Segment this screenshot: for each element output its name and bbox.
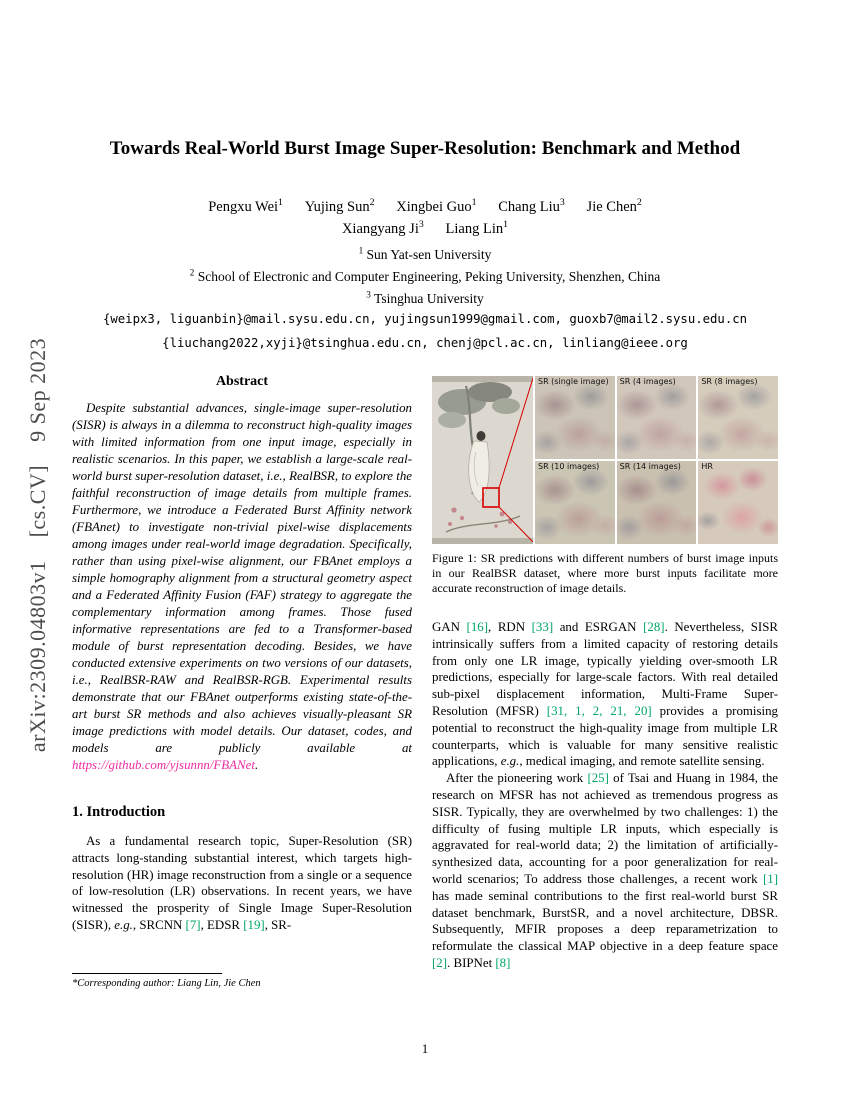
- figure-crop-cell: [535, 461, 615, 544]
- crop-image: [617, 376, 697, 459]
- text-segment: , EDSR: [200, 917, 244, 932]
- text-segment: of Tsai and Huang in 1984, the research on MFSR has not achieved as tremendous progress as SISR. Typically, they are overwhelmed by two challenges: 1) the difficulty of fusing multiple LR inputs, which especially is aggravated for real-world data; 2) the limitation of artificially-synthesized data, accounting for a poor generalization for real-world scenarios; To address those challenges, a recent work: [432, 771, 778, 886]
- email-line-1: {weipx3, liguanbin}@mail.sysu.edu.cn, yujingsun1999@gmail.com, guoxb7@mail2.sysu.edu.cn: [102, 312, 748, 326]
- citation-link[interactable]: [2]: [432, 955, 448, 970]
- abstract-heading: Abstract: [215, 374, 269, 389]
- text-segment: e.g.: [500, 754, 520, 769]
- text-segment: Sun Yat-sen University: [363, 247, 492, 262]
- email-line-2: {liuchang2022,xyji}@tsinghua.edu.cn, chenj@pcl.ac.cn, linliang@ieee.org: [162, 336, 688, 350]
- body-paragraph-b: [432, 770, 778, 972]
- figure-crop-cell: [698, 461, 778, 544]
- intro-paragraph: [72, 833, 412, 934]
- figure-painting: [432, 376, 533, 544]
- arxiv-stamp: arXiv:2309.04803v1 [cs.CV] 9 Sep 2023: [25, 337, 50, 753]
- author-line-1: [85, 196, 765, 218]
- crop-label: SR (14 images): [619, 462, 681, 471]
- figure-1: [432, 376, 778, 544]
- text-segment: Yujing Sun: [304, 199, 370, 215]
- crop-image: [698, 461, 778, 544]
- citation-link[interactable]: [25]: [587, 771, 609, 786]
- affiliation-1: [85, 244, 765, 266]
- crop-image: [617, 461, 697, 544]
- author-block: [85, 196, 765, 240]
- text-segment: has made seminal contributions to the first real-world burst SR dataset benchmark, BurstSR, and a novel architecture, DBSR. Subsequently, MFIR proposes a deep reparametrization to reformulate the classical MAP objective in a deep feature space: [432, 888, 778, 954]
- footnote-block: [72, 973, 412, 989]
- citation-link[interactable]: [19]: [243, 917, 265, 932]
- affiliation-2: [85, 266, 765, 288]
- abstract-body: [72, 400, 412, 774]
- crop-label: SR (single image): [538, 377, 609, 386]
- right-column: [432, 376, 778, 972]
- text-segment: 1: [471, 197, 477, 209]
- affiliation-block: [85, 244, 765, 310]
- crop-image: [535, 461, 615, 544]
- text-segment: 2: [369, 197, 375, 209]
- text-segment: Despite substantial advances, single-image super-resolution (SISR) is always in a dilemma to reconstruct high-quality images with limited information from one input image, especially in realistic scenarios. In this paper, we establish a large-scale real-world burst super-resolution dataset, i.e., RealBSR, to explore the faithful reconstruction of image details from multiple frames. Furthermore, we introduce a Federated Burst Affinity network (FBAnet) to investigate non-trivial pixel-wise displacements among images under real-world image degradation. Specifically, rather than using pixel-wise alignment, our FBAnet employs a simple homography alignment from a structural geometry aspect and a Federated Affinity Fusion (FAF) strategy to aggregate the complementary information among frames. Those fused informative representations are fed to a Transformer-based module of burst representation decoding. Besides, we have conducted extensive experiments on two versions of our datasets, i.e., RealBSR-RAW and RealBSR-RGB. Experimental results demonstrate that our FBAnet outperforms existing state-of-the-art burst SR methods and also achieves visually-pleasant SR image predictions with model details. Our dataset, codes, and models are publicly available at: [72, 401, 412, 755]
- crop-label: SR (10 images): [538, 462, 600, 471]
- text-segment: [283, 199, 305, 215]
- text-segment: .: [254, 758, 259, 772]
- citation-link[interactable]: [28]: [643, 620, 665, 634]
- figure-crop-cell: [617, 376, 697, 459]
- text-segment: provides a promising potential to reconstruct the high-quality image from multiple LR counterparts, which is valuable for many sensitive realistic applications,: [432, 703, 778, 769]
- citation-link[interactable]: [7]: [185, 917, 201, 932]
- painting-illustration: [432, 376, 533, 544]
- text-segment: 3: [366, 289, 371, 300]
- text-segment: Pengxu Wei: [208, 199, 279, 215]
- text-segment: 1: [358, 245, 364, 256]
- external-link[interactable]: https://github.com/yjsunnn/FBANet: [72, 758, 255, 772]
- figure-crop-cell: [698, 376, 778, 459]
- text-segment: Chang Liu: [498, 199, 560, 215]
- crop-image: [698, 376, 778, 459]
- text-segment: and ESRGAN: [553, 620, 644, 634]
- text-segment: As a fundamental research topic, Super-Resolution (SR) attracts long-standing substantial interest, which targets high-resolution (HR) image reconstruction from a single or a sequence of low-resolution (LR) observations. In recent years, we have witnessed the prosperity of Single Image Super-Resolution (SISR),: [72, 834, 412, 932]
- text-segment: School of Electronic and Computer Engineering, Peking University, Shenzhen, China: [194, 269, 661, 284]
- text-segment: [424, 221, 446, 237]
- text-segment: Xingbei Guo: [396, 199, 472, 215]
- left-column: [72, 374, 412, 934]
- figure-crop-cell: [535, 376, 615, 459]
- text-segment: . BIPNet: [447, 955, 496, 970]
- text-segment: [565, 199, 587, 215]
- text-segment: Jie Chen: [586, 199, 637, 215]
- text-segment: 1: [503, 219, 509, 231]
- text-segment: [477, 199, 499, 215]
- text-segment: 2: [636, 197, 642, 209]
- figure-crop-cell: [617, 461, 697, 544]
- section-heading-introduction: 1. Introduction: [72, 804, 166, 820]
- text-segment: Tsinghua University: [370, 291, 484, 306]
- text-segment: . Nevertheless, SISR intrinsically suffers from a limited capacity of restoring details from only one LR image, typically yielding over-smooth LR predictions, especially for large-scale factors. With real detailed sub-pixel displacement information, Multi-Frame Super-Resolution (MFSR): [432, 620, 778, 718]
- text-segment: GAN: [432, 620, 467, 634]
- crop-image: [535, 376, 615, 459]
- text-segment: e.g.: [114, 917, 133, 932]
- text-segment: 3: [559, 197, 565, 209]
- text-segment: , medical imaging, and remote satellite sensing.: [519, 754, 765, 769]
- figure-canvas: [432, 376, 778, 544]
- citation-link[interactable]: [8]: [495, 955, 511, 970]
- citation-link[interactable]: [33]: [531, 620, 554, 634]
- figure-caption: Figure 1: SR predictions with different numbers of burst image inputs in our RealBSR dataset, where more burst inputs facilitate more accurate reconstruction of image details.: [432, 551, 778, 595]
- figure-crop-grid: [535, 376, 778, 544]
- text-segment: , SRCNN: [132, 917, 186, 932]
- author-line-2: [85, 218, 765, 240]
- text-segment: 2: [189, 267, 195, 278]
- email-block: [60, 307, 790, 355]
- text-segment: Liang Lin: [445, 221, 504, 237]
- text-segment: 3: [418, 219, 424, 231]
- text-segment: , SR-: [264, 917, 292, 932]
- crop-label: SR (4 images): [619, 377, 676, 386]
- crop-label: HR: [701, 462, 713, 471]
- text-segment: [375, 199, 397, 215]
- body-paragraph-a: [432, 619, 778, 770]
- citation-link[interactable]: [1]: [762, 871, 778, 886]
- text-segment: Xiangyang Ji: [341, 221, 419, 237]
- text-segment: After the pioneering work: [446, 771, 588, 786]
- text-segment: 1: [278, 197, 283, 209]
- paper-title: Towards Real-World Burst Image Super-Resolution: Benchmark and Method: [109, 138, 741, 159]
- footnote-text: *Corresponding author: Liang Lin, Jie Chen: [72, 978, 261, 989]
- text-segment: , RDN: [488, 620, 532, 634]
- citation-link[interactable]: [16]: [466, 620, 489, 634]
- citation-link[interactable]: [31, 1, 2, 21, 20]: [546, 703, 652, 718]
- footnote-rule: [72, 973, 222, 974]
- page-number: 1: [421, 1042, 429, 1056]
- crop-label: SR (8 images): [701, 377, 758, 386]
